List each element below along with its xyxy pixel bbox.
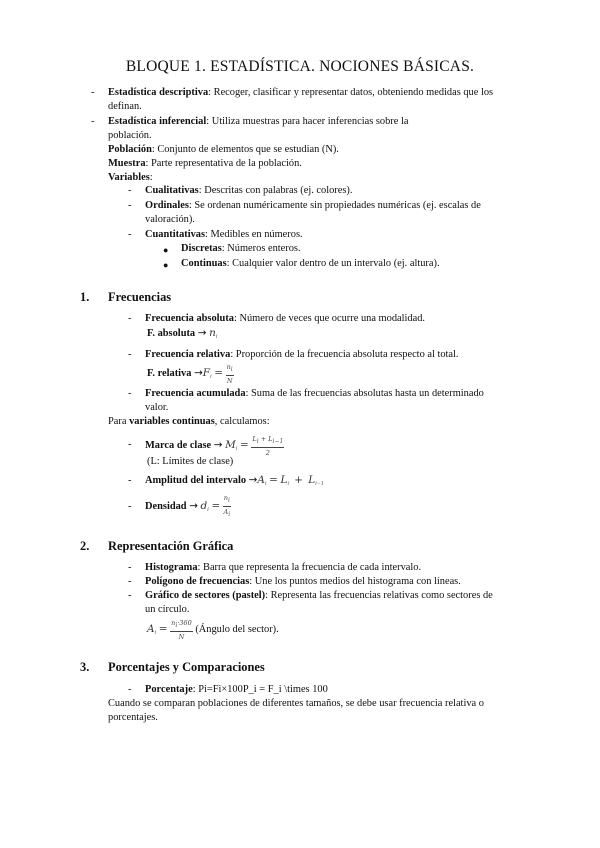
text-segment: Para [108, 416, 130, 427]
var-n: n [223, 494, 228, 503]
formula-f-absoluta [147, 326, 217, 344]
var-A: A [223, 508, 229, 517]
text-grafico-de-sectores: : Representa las frecuencias relativas como sectores de [265, 590, 493, 601]
item-estadistica-inferencial [108, 115, 408, 129]
text-frecuencia-relativa: : Proporción de la frecuencia absoluta respecto al total. [230, 349, 459, 360]
dash-marker: - [128, 388, 132, 399]
sub-i: i [256, 437, 259, 445]
var-L: L [280, 474, 288, 486]
term-frecuencia-absoluta: Frecuencia absoluta [145, 313, 234, 324]
item-frecuencia-relativa [145, 348, 459, 362]
item-grafico-de-sectores [145, 589, 493, 603]
text-porcentaje: : Pi=Fi×100P_i = F_i \times 100 [192, 684, 328, 695]
term-poblacion: Población [108, 144, 152, 155]
text-cualitativas: : Descritas con palabras (ej. colores). [198, 185, 353, 196]
arrow-icon: → [248, 474, 258, 486]
arrow-icon: → [194, 367, 203, 379]
text-poligono-de-frecuencias: : Une los puntos medios del histograma con líneas. [249, 576, 461, 587]
page-title: BLOQUE 1. ESTADÍSTICA. NOCIONES BÁSICAS. [125, 58, 475, 75]
text-segment: , calculamos: [214, 416, 270, 427]
sub-i: i [215, 334, 218, 340]
section-number: 3. [80, 660, 90, 674]
dash-marker: - [128, 475, 132, 486]
text-continuas: : Cualquier valor dentro de un intervalo (ej. altura). [226, 258, 440, 269]
text-poblacion: : Conjunto de elementos que se estudian (N). [151, 144, 339, 155]
term-poligono-de-frecuencias: Polígono de frecuencias [145, 576, 250, 587]
dash-marker: - [128, 439, 132, 450]
bullet-marker: ● [163, 260, 169, 270]
times-360: ·360 [177, 618, 192, 627]
equals-sign: = [211, 500, 221, 512]
term-ordinales: Ordinales [145, 200, 189, 211]
term-variables-continuas: variables continuas [129, 416, 215, 427]
dash-marker: - [128, 590, 132, 601]
fraction [170, 619, 193, 641]
item-cuantitativas [145, 228, 303, 242]
term-frecuencia-relativa: Frecuencia relativa [145, 349, 231, 360]
item-discretas [181, 242, 301, 256]
var-A: A [147, 623, 155, 635]
var-L: L [252, 434, 257, 443]
equals-sign: = [158, 623, 168, 635]
dash-marker: - [91, 116, 95, 127]
fraction [223, 494, 231, 519]
arrow-icon: → [197, 327, 207, 339]
term-continuas: Continuas [181, 258, 227, 269]
item-frecuencia-acumulada [145, 387, 484, 401]
dash-marker: - [128, 200, 132, 211]
item-frecuencia-absoluta [145, 312, 425, 326]
var-N: N [178, 632, 185, 641]
dash-marker: - [128, 349, 132, 360]
section-heading-porcentajes: Porcentajes y Comparaciones [108, 660, 265, 674]
text-cuantitativas: : Medibles en números. [205, 229, 303, 240]
dash-marker: - [128, 185, 132, 196]
arrow-icon: → [189, 500, 198, 512]
term-cualitativas: Cualitativas [145, 185, 199, 196]
formula-angulo-sector [147, 617, 279, 645]
text-angulo-sector: (Ángulo del sector). [195, 624, 279, 635]
item-continuas [181, 257, 440, 271]
term-variables: Variables [108, 172, 150, 183]
term-cuantitativas: Cuantitativas [145, 229, 206, 240]
term-grafico-de-sectores: Gráfico de sectores (pastel) [145, 590, 266, 601]
formula-f-relativa [147, 362, 234, 388]
item-porcentaje [145, 683, 328, 697]
var-M: M [225, 439, 236, 451]
sub-i-minus-1: i−1 [315, 481, 324, 487]
sub-i: i [264, 481, 267, 487]
text-line: porcentajes. [108, 712, 158, 723]
formula-label: F. relativa [147, 368, 192, 379]
var-L: L [268, 434, 273, 443]
item-poblacion [108, 143, 339, 157]
dash-marker: - [128, 562, 132, 573]
bullet-marker: ● [163, 245, 169, 255]
item-estadistica-descriptiva [108, 86, 493, 100]
item-ordinales [145, 199, 481, 213]
sub-i: i [154, 630, 157, 636]
term-estadistica-inferencial: Estadística inferencial [108, 116, 207, 127]
text-line: definan. [108, 101, 142, 112]
dash-marker: - [128, 313, 132, 324]
var-n: n [209, 327, 216, 339]
text-line: un círculo. [145, 604, 190, 615]
term-histograma: Histograma [145, 562, 198, 573]
section-number: 1. [80, 290, 90, 304]
term-marca-de-clase: Marca de clase [145, 440, 212, 451]
formula-label: F. absoluta [147, 328, 196, 339]
sub-i-minus-1: i−1 [272, 437, 284, 445]
paragraph-variables-continuas [108, 415, 270, 429]
term-densidad: Densidad [145, 501, 187, 512]
sub-i: i [227, 497, 230, 505]
var-F: F [202, 367, 210, 379]
sub-i: i [175, 621, 178, 629]
section-number: 2. [80, 539, 90, 553]
item-densidad [145, 494, 231, 522]
text-estadistica-inferencial: : Utiliza muestras para hacer inferencias sobre la [206, 116, 409, 127]
sub-i: i [230, 365, 233, 373]
var-n: n [226, 362, 231, 371]
item-amplitud-del-intervalo [145, 471, 324, 493]
text-line: población. [108, 130, 152, 141]
term-muestra: Muestra [108, 158, 146, 169]
text-discretas: : Números enteros. [221, 243, 301, 254]
equals-sign: = [214, 367, 223, 379]
sub-i: i [210, 374, 212, 380]
term-discretas: Discretas [181, 243, 222, 254]
fraction [226, 363, 234, 385]
plus-sign: + [260, 434, 267, 443]
colon: : [149, 172, 153, 183]
item-poligono-de-frecuencias [145, 575, 461, 589]
term-porcentaje: Porcentaje [145, 684, 193, 695]
note-limites: (L: Límites de clase) [147, 456, 234, 467]
denominator: 2 [265, 448, 270, 457]
var-A: A [257, 474, 265, 486]
plus-sign: + [294, 474, 303, 486]
arrow-icon: → [213, 439, 223, 451]
text-ordinales: : Se ordenan numéricamente sin propiedades numéricas (ej. escalas de [188, 200, 481, 211]
text-frecuencia-absoluta: : Número de veces que ocurre una modalidad. [234, 313, 425, 324]
term-amplitud-del-intervalo: Amplitud del intervalo [145, 475, 247, 486]
text-line: valor. [145, 402, 169, 413]
sub-i: i [287, 481, 290, 487]
section-heading-representacion-grafica: Representación Gráfica [108, 539, 234, 553]
var-N: N [226, 376, 233, 385]
dash-marker: - [128, 576, 132, 587]
text-muestra: : Parte representativa de la población. [145, 158, 302, 169]
text-frecuencia-acumulada: : Suma de las frecuencias absolutas hasta un determinado [245, 388, 484, 399]
section-heading-frecuencias: Frecuencias [108, 290, 172, 304]
equals-sign: = [269, 474, 278, 486]
sub-i: i [228, 511, 231, 519]
item-cualitativas [145, 184, 352, 198]
dash-marker: - [91, 87, 95, 98]
dash-marker: - [128, 229, 132, 240]
paragraph-comparaciones: Cuando se comparan poblaciones de diferentes tamaños, se debe usar frecuencia relativa o [108, 698, 484, 709]
text-line: valoración). [145, 214, 195, 225]
term-frecuencia-acumulada: Frecuencia acumulada [145, 388, 246, 399]
dash-marker: - [128, 684, 132, 695]
sub-i: i [207, 507, 209, 513]
dash-marker: - [128, 501, 132, 512]
var-d: d [200, 500, 208, 512]
item-muestra [108, 157, 302, 171]
var-n: n [171, 618, 176, 627]
fraction [251, 435, 284, 457]
equals-sign: = [240, 439, 249, 451]
item-histograma [145, 561, 421, 575]
text-estadistica-descriptiva: : Recoger, clasificar y representar datos, obteniendo medidas que los [208, 87, 494, 98]
term-estadistica-descriptiva: Estadística descriptiva [108, 87, 209, 98]
var-L: L [308, 474, 316, 486]
text-histograma: : Barra que representa la frecuencia de cada intervalo. [197, 562, 422, 573]
sub-i: i [235, 446, 238, 452]
